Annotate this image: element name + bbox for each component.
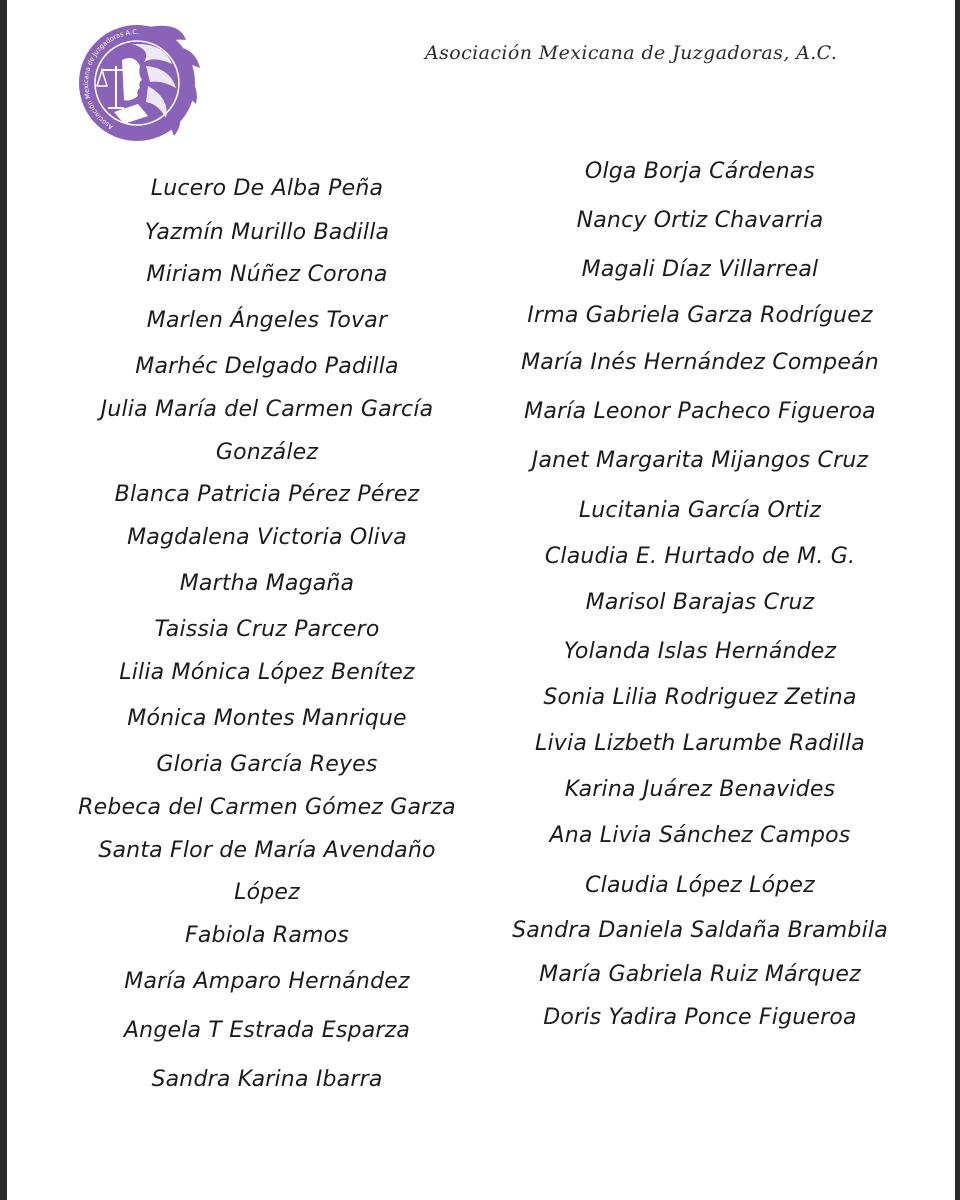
list-item: Julia María del Carmen García — [100, 397, 434, 422]
page-edge-right — [955, 0, 960, 1200]
list-item: Blanca Patricia Pérez Pérez — [114, 482, 420, 507]
list-item: Claudia E. Hurtado de M. G. — [544, 544, 856, 569]
list-item: Doris Yadira Ponce Figueroa — [543, 1005, 857, 1030]
list-item: Yazmín Murillo Badilla — [144, 220, 390, 245]
list-item: Irma Gabriela Garza Rodríguez — [527, 303, 873, 328]
list-item: Yolanda Islas Hernández — [563, 639, 837, 664]
list-item: Janet Margarita Mijangos Cruz — [531, 448, 869, 473]
list-item: Livia Lizbeth Larumbe Radilla — [535, 731, 865, 756]
list-item: Fabiola Ramos — [185, 923, 349, 948]
list-item: Mónica Montes Manrique — [127, 706, 407, 731]
list-item: Karina Juárez Benavides — [564, 777, 836, 802]
list-item: Marhéc Delgado Padilla — [135, 354, 399, 379]
list-item: González — [215, 440, 319, 465]
logo-seal-icon — [74, 20, 204, 146]
list-item: Ana Livia Sánchez Campos — [549, 823, 851, 848]
list-item: Sonia Lilia Rodriguez Zetina — [543, 685, 857, 710]
association-logo — [74, 20, 204, 146]
list-item: Taissia Cruz Parcero — [154, 617, 380, 642]
list-item: Lucero De Alba Peña — [150, 176, 384, 201]
list-item: Sandra Daniela Saldaña Brambila — [512, 918, 888, 943]
list-item: Nancy Ortiz Chavarria — [576, 208, 824, 233]
page-edge-left — [0, 0, 7, 1200]
list-item: María Leonor Pacheco Figueroa — [524, 399, 876, 424]
list-item: Rebeca del Carmen Gómez Garza — [78, 795, 456, 820]
list-item: Magali Díaz Villarreal — [581, 257, 819, 282]
list-item: Santa Flor de María Avendaño — [98, 838, 436, 863]
list-item: Olga Borja Cárdenas — [584, 159, 816, 184]
list-item: María Amparo Hernández — [124, 969, 410, 994]
list-item: María Gabriela Ruiz Márquez — [539, 962, 861, 987]
list-item: Claudia López López — [585, 873, 815, 898]
list-item: Angela T Estrada Esparza — [123, 1018, 411, 1043]
list-item: Miriam Núñez Corona — [146, 262, 388, 287]
list-item: Sandra Karina Ibarra — [151, 1067, 383, 1092]
list-item: María Inés Hernández Compeán — [521, 350, 879, 375]
list-item: Martha Magaña — [179, 571, 355, 596]
list-item: Marlen Ángeles Tovar — [146, 308, 388, 333]
list-item: Marisol Barajas Cruz — [585, 590, 815, 615]
list-item: López — [234, 880, 300, 905]
organization-title: Asociación Mexicana de Juzgadoras, A.C. — [425, 42, 838, 64]
svg-text:Asociación Mexicana de Juzgado: Asociación Mexicana de Juzgadoras A.C. — [82, 27, 140, 132]
list-item: Gloria García Reyes — [156, 752, 378, 777]
list-item: Lucitania García Ortiz — [578, 498, 822, 523]
list-item: Magdalena Victoria Oliva — [127, 525, 407, 550]
list-item: Lilia Mónica López Benítez — [119, 660, 415, 685]
